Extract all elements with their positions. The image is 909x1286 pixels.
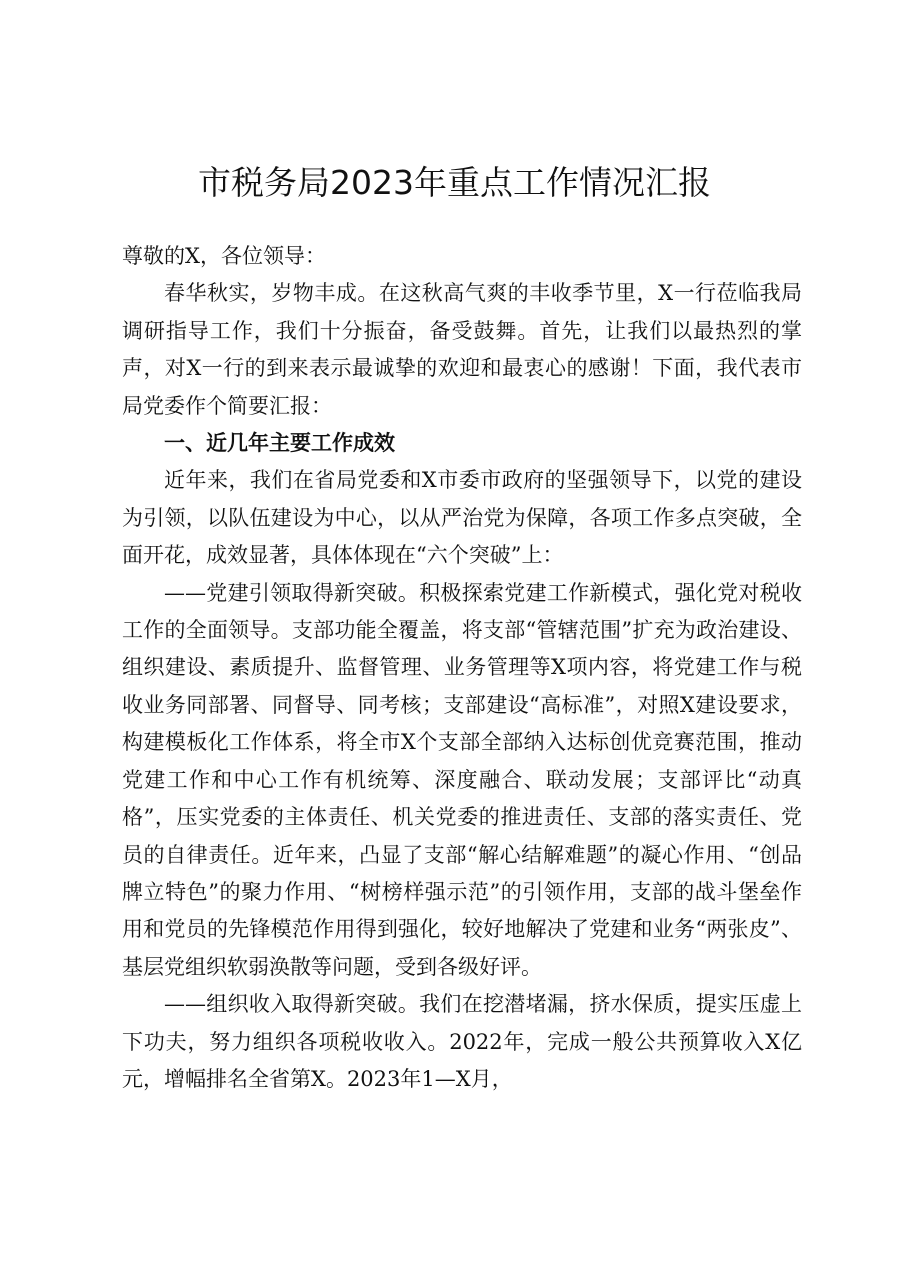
salutation: 尊敬的X，各位领导： [122,244,326,268]
document-title: 市税务局2023年重点工作情况汇报 [198,163,711,202]
document-body [122,238,802,1098]
section-intro-paragraph: 近年来，我们在省局党委和X市委市政府的坚强领导下，以党的建设为引领，以队伍建设为中心，以从严治党为保障，各项工作多点突破，全面开花，成效显著，具体体现在“六个突破”上： [122,468,802,568]
revenue-paragraph: ——组织收入取得新突破。我们在挖潜堵漏，挤水保质，提实压虚上下功夫，努力组织各项税收收入。2022年，完成一般公共预算收入X亿元，增幅排名全省第X。2023年1—X月， [122,992,802,1091]
section-heading: 一、近几年主要工作成效 [164,431,395,456]
party-building-paragraph: ——党建引领取得新突破。积极探索党建工作新模式，强化党对税收工作的全面领导。支部功能全覆盖，将支部“管辖范围”扩充为政治建设、组织建设、素质提升、监督管理、业务管理等X项内容，将党建工作与税收业务同部署、同督导、同考核；支部建设“高标准”，对照X建设要求，构建模板化工作体系，将全市X个支部全部纳入达标创优竞赛范围，推动党建工作和中心工作有机统筹、深度融合、联动发展；支部评比“动真格”，压实党委的主体责任、机关党委的推进责任、支部的落实责任、党员的自律责任。近年来，凸显了支部“解心结解难题”的凝心作用、“创品牌立特色”的聚力作用、“树榜样强示范”的引领作用，支部的战斗堡垒作用和党员的先锋模范作用得到强化，较好地解决了党建和业务“两张皮”、基层党组织软弱涣散等问题，受到各级好评。 [122,580,802,979]
opening-paragraph: 春华秋实，岁物丰成。在这秋高气爽的丰收季节里，X一行莅临我局调研指导工作，我们十分振奋，备受鼓舞。首先，让我们以最热烈的掌声，对X一行的到来表示最诚挚的欢迎和最衷心的感谢！下面，我代表市局党委作个简要汇报： [122,281,802,418]
